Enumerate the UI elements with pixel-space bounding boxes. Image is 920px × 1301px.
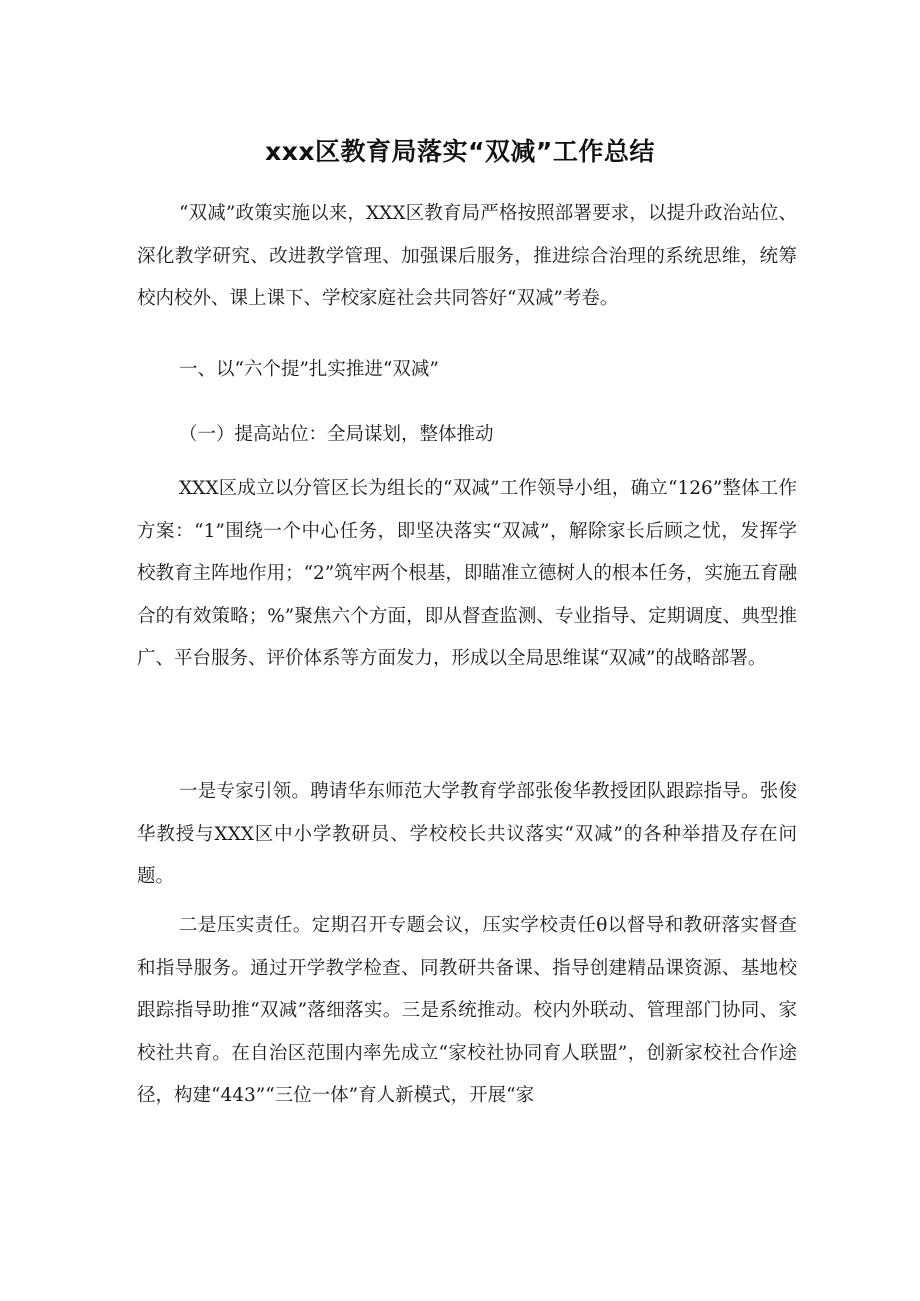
subsection-heading-1: （一）提高站位：全局谋划，整体推动: [179, 424, 494, 445]
intro-paragraph: “双减”政策实施以来，XXX区教育局严格按照部署要求，以提升政治站位、深化教学研究、改进教学管理、加强课后服务，推进综合治理的系统思维，统筹校内校外、课上课下、学校家庭社会共同答好“双减”考卷。: [137, 203, 797, 309]
body-paragraph-expert: 一是专家引领。聘请华东师范大学教育学部张俊华教授团队跟踪指导。张俊华教授与XXX区中小学教研员、学校校长共议落实“双减”的各种举措及存在问题。: [137, 781, 797, 887]
body-paragraph-responsibility: 二是压实责任。定期召开专题会议，压实学校责任θ以督导和教研落实督查和指导服务。通过开学教学检查、同教研共备课、指导创建精品课资源、基地校跟踪指导助推“双减”落细落实。三是系统推动。校内外联动、管理部门协同、家校社共育。在自治区范围内率先成立“家校社协同育人联盟”，创新家校社合作途径，构建“443”“三位一体”育人新模式，开展“家: [137, 915, 797, 1106]
section-heading-1: 一、以“六个提”扎实推进“双减”: [179, 359, 439, 380]
body-paragraph-plan: XXX区成立以分管区长为组长的“双减”工作领导小组，确立“126”整体工作方案：“1”围绕一个中心任务，即坚决落实“双减”，解除家长后顾之忧，发挥学校教育主阵地作用；“2”筑牢两个根基，即瞄准立德树人的根本任务，实施五育融合的有效策略；%”聚焦六个方面，即从督查监测、专业指导、定期调度、典型推广、平台服务、评价体系等方面发力，形成以全局思维谋“双减”的战略部署。: [137, 478, 797, 669]
document-title: xxx区教育局落实“双减”工作总结: [265, 137, 655, 166]
